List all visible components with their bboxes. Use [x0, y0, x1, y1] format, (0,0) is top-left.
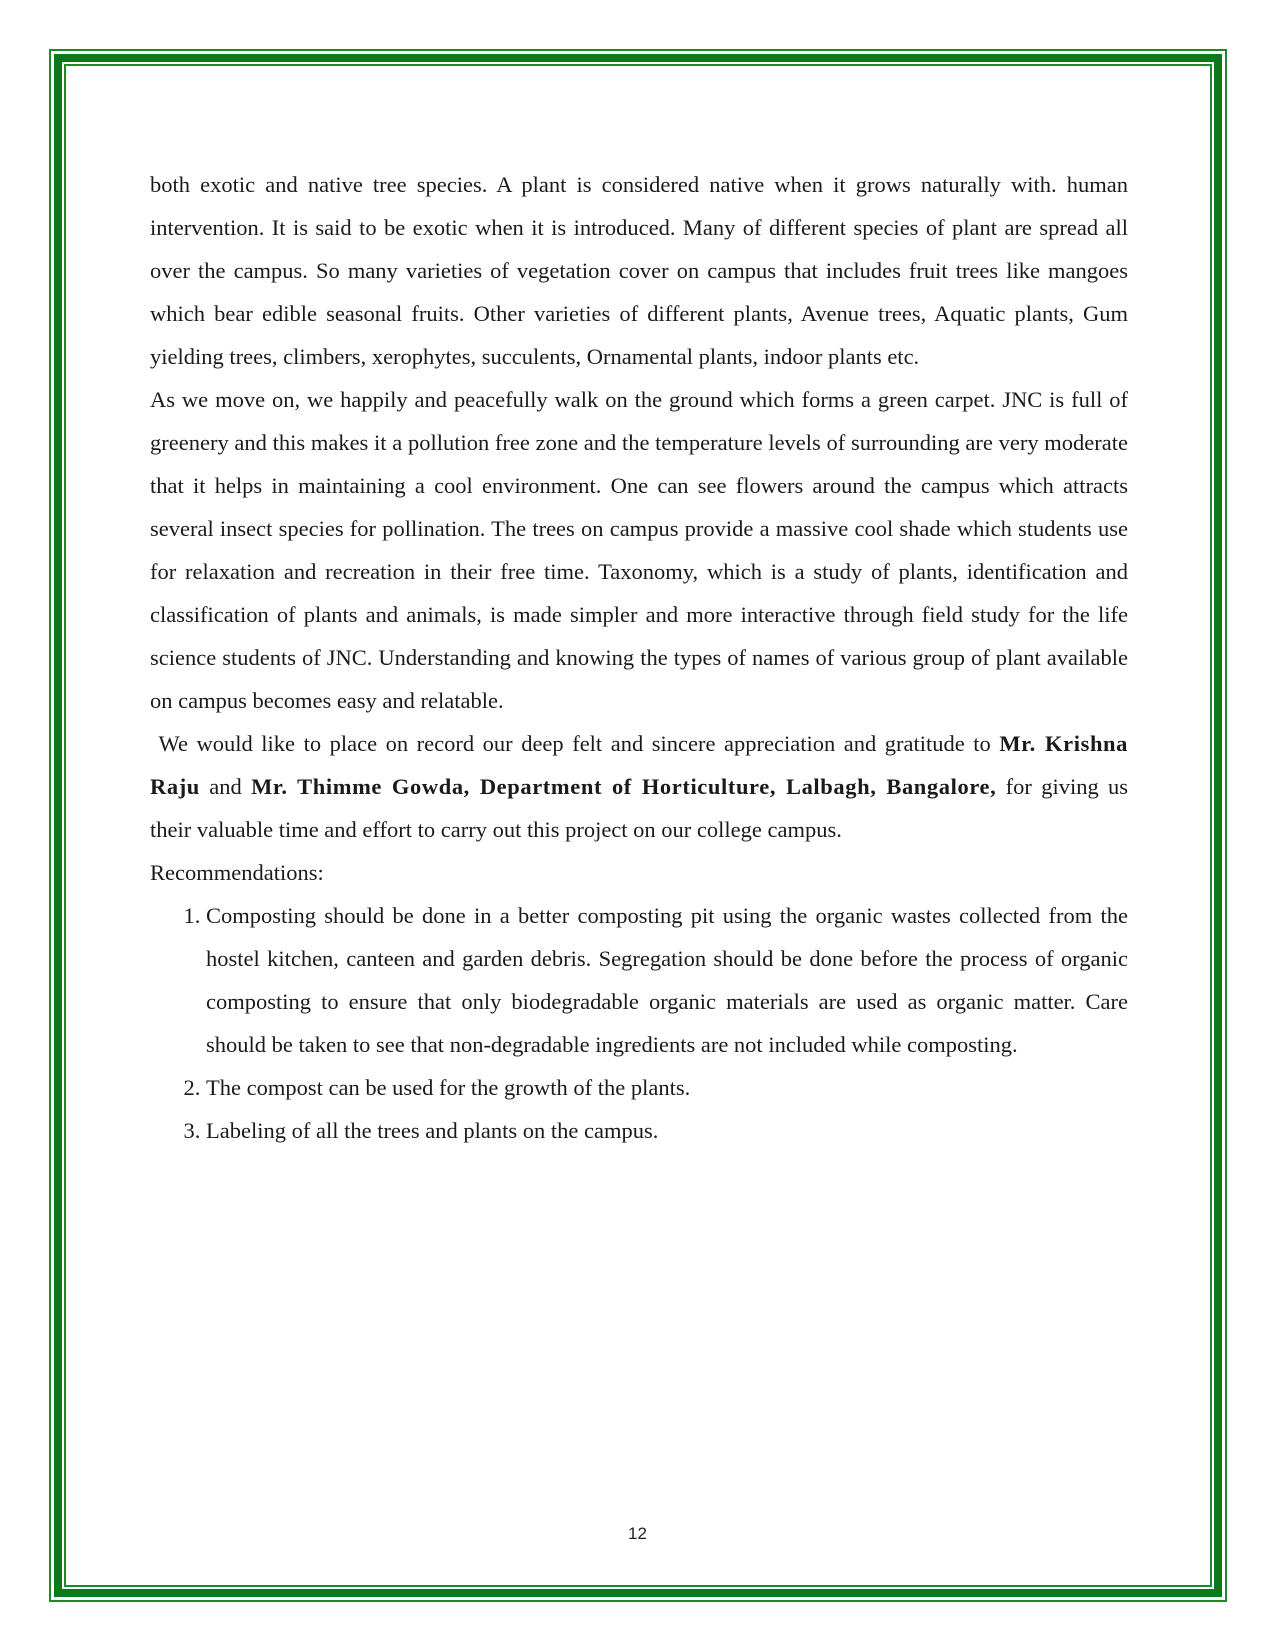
paragraph-plant-species: both exotic and native tree species. A plant is considered native when it grows naturally with. human intervention. It is said to be exotic when it is introduced. Many of different species of plant are spread all over the campus. So many varieties of vegetation cover on campus that includes fruit trees like mangoes which bear edible seasonal fruits. Other varieties of different plants, Avenue trees, Aquatic plants, Gum yielding trees, climbers, xerophytes, succulents, Ornamental plants, indoor plants etc.: [150, 172, 1128, 369]
recommendations-list: [150, 894, 1128, 1152]
page-number: 12: [628, 1524, 647, 1543]
paragraph-acknowledgement: [150, 722, 1128, 851]
acknowledgement-intro: We would like to place on record our deep felt and sincere appreciation and gratitude to: [158, 731, 991, 756]
recommendation-item: 3. Labeling of all the trees and plants on the campus.: [206, 1109, 1128, 1152]
acknowledgement-and: and: [209, 774, 242, 799]
acknowledgement-rest: for giving us their valuable time and effort to carry out this project on our college campus.: [150, 774, 1129, 842]
acknowledgement-name-1: Mr. Krishna Raju: [150, 731, 1129, 799]
recommendations-heading: Recommendations:: [150, 860, 324, 885]
paragraph-green-campus: As we move on, we happily and peacefully walk on the ground which forms a green carpet. JNC is full of greenery and this makes it a pollution free zone and the temperature levels of surrounding are very moderate that it helps in maintaining a cool environment. One can see flowers around the campus which attracts several insect species for pollination. The trees on campus provide a massive cool shade which students use for relaxation and recreation in their free time. Taxonomy, which is a study of plants, identification and classification of plants and animals, is made simpler and more interactive through field study for the life science students of JNC. Understanding and knowing the types of names of various group of plant available on campus becomes easy and relatable.: [150, 387, 1128, 713]
acknowledgement-name-2: Mr. Thimme Gowda, Department of Horticulture, Lalbagh, Bangalore,: [251, 774, 997, 799]
recommendation-item: 2. The compost can be used for the growth of the plants.: [206, 1066, 1128, 1109]
document-body: [150, 163, 1128, 1152]
recommendation-item: 1. Composting should be done in a better composting pit using the organic wastes collected from the hostel kitchen, canteen and garden debris. Segregation should be done before the process of organic composting to ensure that only biodegradable organic materials are used as organic matter. Care should be taken to see that non-degradable ingredients are not included while composting.: [206, 894, 1128, 1066]
